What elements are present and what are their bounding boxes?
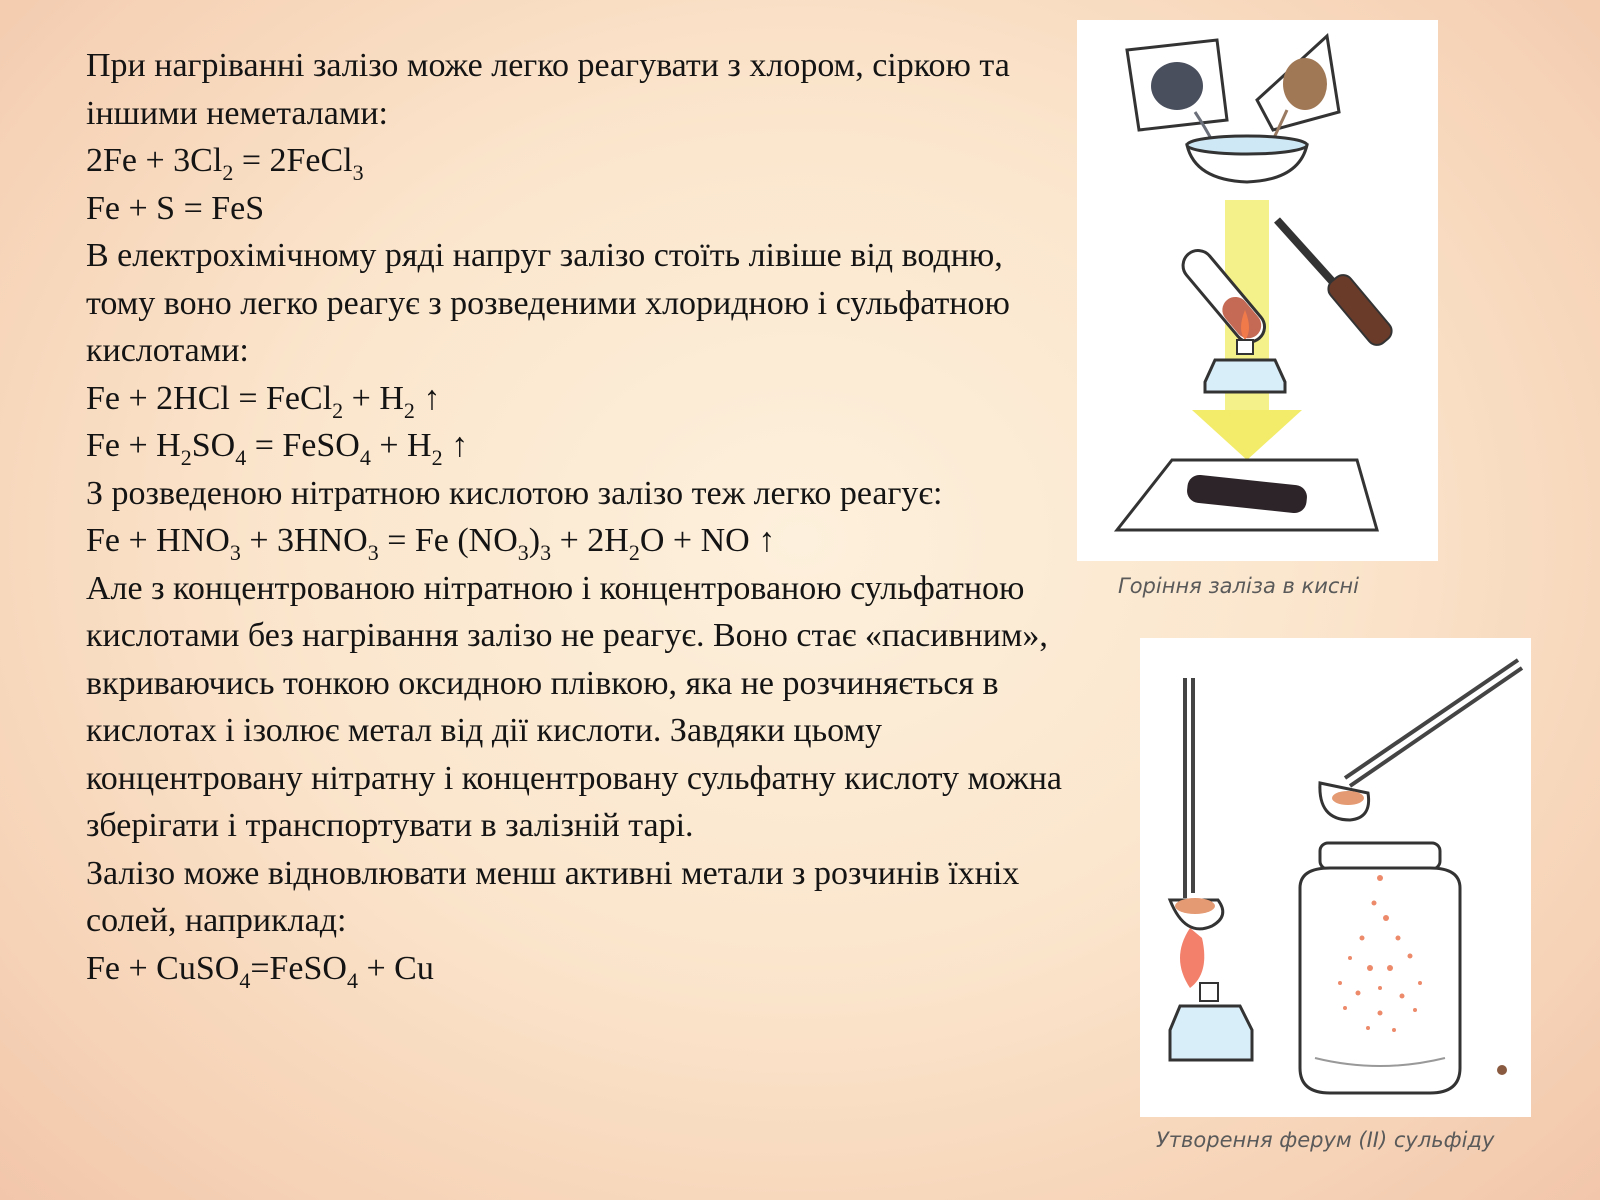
- iron-powder-dark: [1151, 62, 1203, 110]
- caption-iron-sulfide: Утворення ферум (ІІ) сульфіду: [1156, 1128, 1495, 1152]
- paragraph-passivation: Але з концентрованою нітратною і концентрованою сульфатною кислотами без нагрівання залізо не реагує. Воно стає «пасивним», вкриваючись тонкою оксидною плівкою, яка не розчиняється в кислотах і ізолює метал від дії кислоти. Завдяки цьому концентровану нітратну і концентровану сульфатну кислоту можна зберігати і транспортувати в залізній тарі.: [86, 569, 1062, 844]
- formula-fe-h2so4: $Fe + H_2SO_4$ = FeSO$_4$ + $H_2$ ↑: [86, 427, 469, 470]
- formula-fe-cuso4: Fe + CuSO$_4$=FeSO$_4$ + Cu: [86, 949, 434, 993]
- formula-fe-s: Fe + S = FeS: [86, 189, 265, 227]
- paragraph-electrochemical: В електрохімічному ряді напруг залізо стоїть лівіше від водню, тому воно легко реагує з розведеними хлоридною і сульфатною кислотами:: [86, 237, 1010, 369]
- alcohol-lamp-top: [1205, 360, 1285, 392]
- paragraph-reduction: Залізо може відновлювати менш активні метали з розчинів їхніх солей, наприклад:: [86, 854, 1020, 939]
- spoon-handle-right: [1345, 660, 1518, 778]
- paragraph-heating: При нагріванні залізо може легко реагувати з хлором, сіркою та іншими неметалами:: [86, 47, 1010, 132]
- alcohol-lamp-bottom: [1170, 1006, 1252, 1060]
- jar-neck: [1320, 843, 1440, 869]
- iron-powder-brown: [1283, 58, 1327, 110]
- formula-fe-hcl: Fe + 2HCl = FeCl$_2$ + $H_2$ ↑: [86, 379, 441, 423]
- formula-fe-hno3: $Fe + HNO_3 + 3HNO_3 = Fe$ $(NO_3)_3 + 2H_2O$ + NO ↑: [86, 522, 776, 565]
- paragraph-nitric-dilute: З розведеною нітратною кислотою залізо теж легко реагує:: [86, 474, 943, 512]
- formula-fe-cl2: $2Fe + 3Cl_2$ = 2FeCl$_3$: [86, 142, 364, 185]
- flame-bottom: [1180, 928, 1204, 988]
- main-text: [86, 42, 1076, 992]
- down-arrow-head: [1192, 410, 1302, 460]
- iron-sulfide-illustration: [1140, 638, 1531, 1117]
- iron-burning-illustration: [1077, 20, 1438, 561]
- caption-iron-burning: Горіння заліза в кисні: [1118, 574, 1359, 598]
